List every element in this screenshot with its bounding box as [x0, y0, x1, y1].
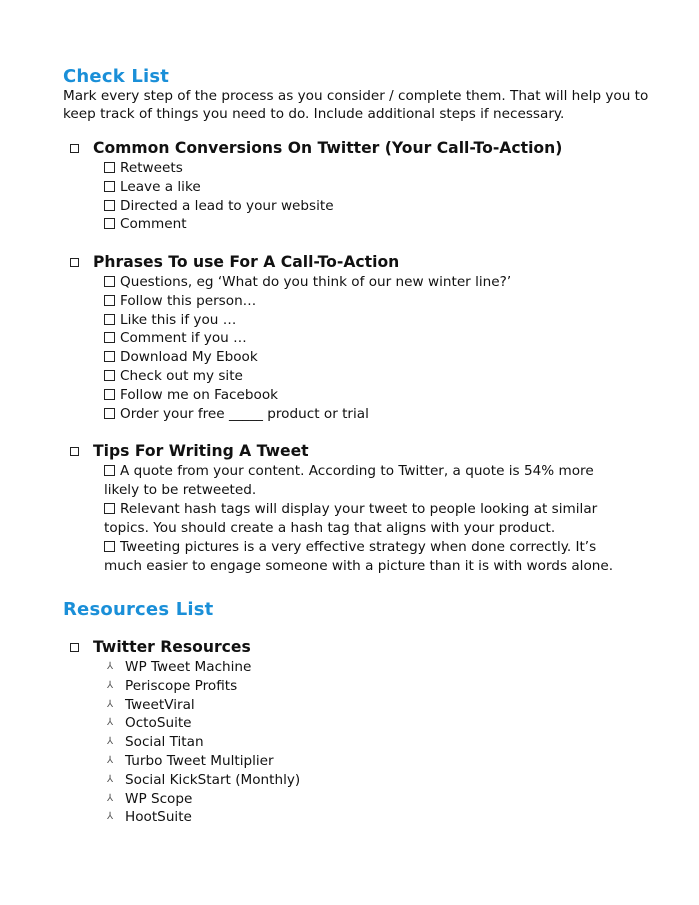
- list-item: [104, 386, 511, 405]
- arrow-bullet-icon: ⅄: [106, 698, 114, 710]
- list-item: [104, 273, 511, 292]
- list-item: [105, 808, 300, 827]
- checkbox-icon[interactable]: [104, 351, 115, 362]
- arrow-bullet-icon: ⅄: [106, 792, 114, 804]
- list-item: [104, 215, 334, 234]
- list-item: [105, 752, 300, 771]
- tip-text: Tweeting pictures is a very effective strategy when done correctly. It’s much easier to engage someone with a picture than it is with words alone.: [104, 539, 614, 574]
- list-item-label: WP Scope: [125, 790, 193, 807]
- list-item-label: Check out my site: [120, 367, 243, 384]
- group-title-text: Tips For Writing A Tweet: [93, 442, 309, 460]
- list-item-label: TweetViral: [125, 696, 195, 713]
- phrases-list: [104, 273, 511, 423]
- list-item: [105, 658, 300, 677]
- checklist-intro: Mark every step of the process as you consider / complete them. That will help you to keep track of things you need to do. Include additional steps if necessary.: [63, 88, 649, 122]
- checkbox-icon[interactable]: [104, 314, 115, 325]
- list-item-label: Directed a lead to your website: [120, 197, 334, 214]
- list-item-label: Download My Ebook: [120, 349, 258, 366]
- list-item-label: Follow me on Facebook: [120, 386, 279, 403]
- list-item-label: Comment: [120, 216, 187, 233]
- arrow-bullet-icon: ⅄: [106, 754, 114, 766]
- list-item: [105, 714, 300, 733]
- arrow-bullet-icon: ⅄: [106, 717, 114, 729]
- group-title-phrases: [70, 253, 399, 271]
- checkbox-icon[interactable]: [104, 332, 115, 343]
- checkbox-icon[interactable]: [104, 218, 115, 229]
- list-item-label: Order your free _____ product or trial: [120, 405, 369, 422]
- arrow-bullet-icon: ⅄: [106, 736, 114, 748]
- tip-text: A quote from your content. According to Twitter, a quote is 54% more likely to be retweeted.: [104, 463, 594, 498]
- checkbox-icon[interactable]: [70, 447, 79, 456]
- checklist-heading: Check List: [63, 66, 170, 87]
- list-item-label: Social KickStart (Monthly): [125, 771, 301, 788]
- arrow-bullet-icon: ⅄: [106, 661, 114, 672]
- list-item-label: Periscope Profits: [125, 677, 238, 694]
- checkbox-icon[interactable]: [104, 200, 115, 211]
- tip-paragraph: [104, 500, 624, 538]
- list-item: [105, 790, 300, 809]
- tip-text: Relevant hash tags will display your tweet to people looking at similar topics. You should create a hash tag that aligns with your product.: [104, 501, 598, 536]
- list-item-label: WP Tweet Machine: [125, 659, 252, 675]
- checkbox-icon[interactable]: [104, 465, 115, 476]
- checkbox-icon[interactable]: [104, 503, 115, 514]
- list-item: [104, 311, 511, 330]
- group-title-text: Twitter Resources: [93, 638, 251, 656]
- resources-heading: Resources List: [63, 599, 214, 620]
- list-item-label: Leave a like: [120, 178, 201, 195]
- list-item-label: Comment if you …: [120, 330, 247, 347]
- list-item: [104, 405, 511, 424]
- list-item: [104, 159, 334, 178]
- list-item: [105, 733, 300, 752]
- checkbox-icon[interactable]: [104, 295, 115, 306]
- group-title-twitter-resources: [70, 638, 251, 656]
- resources-list: [105, 658, 300, 827]
- list-item: [105, 696, 300, 715]
- group-title-tips: [70, 442, 309, 460]
- group-title-text: Phrases To use For A Call-To-Action: [93, 253, 400, 271]
- checkbox-icon[interactable]: [104, 541, 115, 552]
- checkbox-icon[interactable]: [104, 162, 115, 173]
- arrow-bullet-icon: ⅄: [106, 773, 114, 785]
- list-item-label: HootSuite: [125, 809, 192, 826]
- list-item-label: Turbo Tweet Multiplier: [125, 752, 274, 769]
- list-item: [104, 329, 511, 348]
- list-item: [104, 367, 511, 386]
- arrow-bullet-icon: ⅄: [106, 811, 114, 823]
- checkbox-icon[interactable]: [70, 643, 79, 652]
- group-title-conversions: [70, 139, 562, 157]
- list-item-label: Social Titan: [125, 734, 204, 751]
- checkbox-icon[interactable]: [104, 181, 115, 192]
- tip-paragraph: [104, 538, 624, 576]
- list-item: [104, 292, 511, 311]
- group-title-text: Common Conversions On Twitter (Your Call-To-Action): [93, 139, 563, 157]
- tip-paragraph: [104, 462, 624, 500]
- list-item-label: Retweets: [120, 160, 183, 176]
- list-item: [104, 197, 334, 216]
- conversions-list: [104, 159, 334, 234]
- checkbox-icon[interactable]: [70, 258, 79, 267]
- list-item: [104, 178, 334, 197]
- checkbox-icon[interactable]: [104, 408, 115, 419]
- list-item: [104, 348, 511, 367]
- checkbox-icon[interactable]: [104, 276, 115, 287]
- list-item-label: Like this if you …: [120, 311, 237, 328]
- list-item-label: OctoSuite: [125, 715, 192, 732]
- checkbox-icon[interactable]: [70, 144, 79, 153]
- checkbox-icon[interactable]: [104, 389, 115, 400]
- list-item: [105, 677, 300, 696]
- list-item-label: Questions, eg ‘What do you think of our new winter line?’: [120, 274, 512, 290]
- checkbox-icon[interactable]: [104, 370, 115, 381]
- list-item-label: Follow this person…: [120, 292, 257, 309]
- arrow-bullet-icon: ⅄: [106, 679, 114, 691]
- list-item: [105, 771, 300, 790]
